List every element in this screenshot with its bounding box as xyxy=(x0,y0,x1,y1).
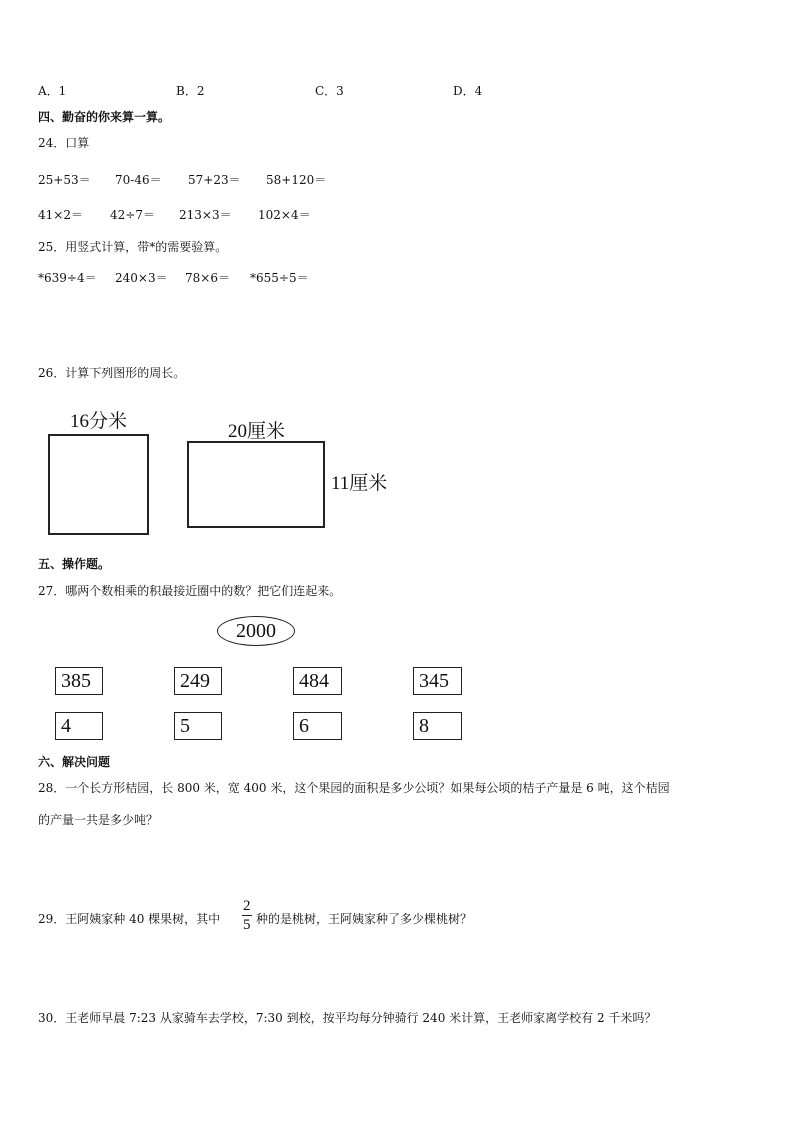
q29-text-before: 29．王阿姨家种 40 棵果树，其中 xyxy=(38,912,221,926)
q24-r2-4: 102×4＝ xyxy=(258,208,311,222)
rectangle-figure xyxy=(187,441,325,528)
square-side-label: 16分米 xyxy=(70,411,128,432)
number-box-6[interactable]: 6 xyxy=(293,712,342,740)
number-box-4[interactable]: 4 xyxy=(55,712,103,740)
fraction-denominator: 5 xyxy=(243,917,251,933)
section-5-title: 五、操作题。 xyxy=(38,557,111,571)
number-box-385[interactable]: 385 xyxy=(55,667,103,695)
choice-a: A．1 xyxy=(38,84,67,98)
choice-b: B．2 xyxy=(176,84,205,98)
q24-r2-1: 41×2＝ xyxy=(38,208,83,222)
number-box-345[interactable]: 345 xyxy=(413,667,462,695)
number-box-8[interactable]: 8 xyxy=(413,712,462,740)
choice-d: D．4 xyxy=(453,84,483,98)
square-figure xyxy=(48,434,149,535)
q28-line-2: 的产量一共是多少吨？ xyxy=(38,813,159,827)
rect-length-label: 20厘米 xyxy=(228,421,286,442)
target-circle: 2000 xyxy=(217,616,295,646)
q24-r1-4: 58+120＝ xyxy=(266,173,327,187)
q25-item-1: *639÷4＝ xyxy=(38,271,97,285)
q26-label: 26．计算下列图形的周长。 xyxy=(38,366,186,380)
q24-label: 24．口算 xyxy=(38,136,90,150)
q24-r1-2: 70-46＝ xyxy=(115,173,162,187)
q24-r1-1: 25+53＝ xyxy=(38,173,91,187)
section-6-title: 六、解决问题 xyxy=(38,755,111,769)
q24-r1-3: 57+23＝ xyxy=(188,173,241,187)
q24-r2-2: 42÷7＝ xyxy=(110,208,155,222)
number-box-484[interactable]: 484 xyxy=(293,667,342,695)
choice-c: C．3 xyxy=(315,84,344,98)
q25-item-2: 240×3＝ xyxy=(115,271,168,285)
number-box-5[interactable]: 5 xyxy=(174,712,222,740)
number-box-249[interactable]: 249 xyxy=(174,667,222,695)
q29-fraction xyxy=(242,899,252,933)
q25-item-4: *655÷5＝ xyxy=(250,271,309,285)
q25-label: 25．用竖式计算，带*的需要验算。 xyxy=(38,240,228,254)
section-4-title: 四、勤奋的你来算一算。 xyxy=(38,110,171,124)
q29-text-after: 种的是桃树，王阿姨家种了多少棵桃树？ xyxy=(256,912,473,926)
q28-line-1: 28．一个长方形桔园，长 800 米，宽 400 米，这个果园的面积是多少公顷？如果每公顷的桔子产量是 6 吨，这个桔园 xyxy=(38,781,670,795)
rect-width-label: 11厘米 xyxy=(331,473,388,494)
q27-label: 27．哪两个数相乘的积最接近圈中的数？把它们连起来。 xyxy=(38,584,342,598)
fraction-numerator: 2 xyxy=(243,898,251,914)
q25-item-3: 78×6＝ xyxy=(185,271,230,285)
q30-text: 30．王老师早晨 7:23 从家骑车去学校，7:30 到校，按平均每分钟骑行 240 米计算，王老师家离学校有 2 千米吗？ xyxy=(38,1011,657,1025)
q24-r2-3: 213×3＝ xyxy=(179,208,232,222)
